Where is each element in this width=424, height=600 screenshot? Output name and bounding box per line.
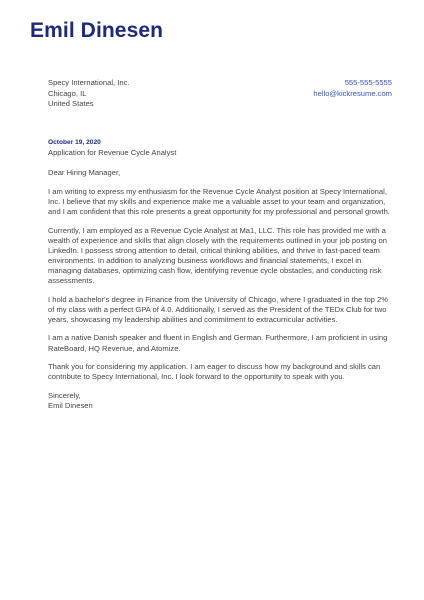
letter-paragraph-2: Currently, I am employed as a Revenue Cycle Analyst at Ma1, LLC. This role has provided me with a wealth of experience and skills that align closely with the requirements outlined in your job posting on LinkedIn. I possess strong attention to detail, critical thinking abilities, and thrive in fast-paced team environments. In addition to analyzing business workflows and financial statements, I excel in managing databases, optimizing cash flow, identifying revenue cycle obstacles, and conducting risk assessments.: [48, 225, 387, 286]
letter-subject: Application for Revenue Cycle Analyst: [48, 148, 177, 158]
letter-paragraph-1: I am writing to express my enthusiasm for the Revenue Cycle Analyst position at Specy International, Inc. I believe that my skills and experience make me a valuable asset to your team and organization, and I am confident that this role presents a great opportunity for my professional and personal growth.: [48, 186, 390, 216]
applicant-name: Emil Dinesen: [30, 19, 164, 42]
letter-paragraph-5: Thank you for considering my application. I am eager to discuss how my background and skills can contribute to Specy International, Inc. I look forward to the opportunity to speak with you.: [48, 362, 381, 382]
letter-closing: Sincerely,: [48, 390, 81, 400]
recipient-city: Chicago, IL: [48, 88, 87, 98]
letter-signature: Emil Dinesen: [48, 400, 93, 410]
letter-date: October 19, 2020: [48, 139, 101, 146]
email-address[interactable]: hello@kickresume.com: [313, 88, 392, 98]
contact-info: [313, 78, 392, 99]
letter-paragraph-4: I am a native Danish speaker and fluent in English and German. Furthermore, I am proficient in using RateBoard, HQ Revenue, and Atomize.: [48, 333, 388, 353]
letter-body: [48, 138, 394, 411]
letter-paragraph-3: I hold a bachelor's degree in Finance from the University of Chicago, where I graduated in the top 2% of my class with a perfect GPA of 4.0. Additionally, I served as the President of the TEDx Club for two years, showcasing my leadership abilities and commitment to extracurricular activities.: [48, 294, 388, 324]
phone-number[interactable]: 555-555-5555: [344, 78, 392, 87]
recipient-address: [48, 78, 129, 110]
recipient-country: United States: [48, 99, 94, 109]
letter-greeting: Dear Hiring Manager,: [48, 168, 121, 178]
recipient-company: Specy International, Inc.: [48, 78, 130, 87]
